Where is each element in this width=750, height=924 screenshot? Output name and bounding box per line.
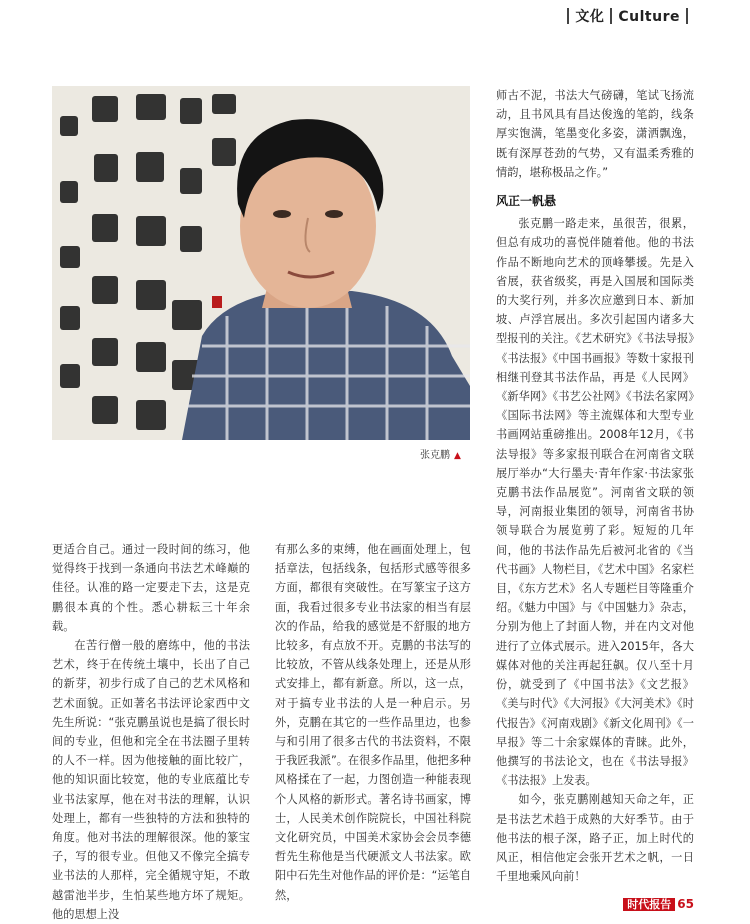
paragraph: 如今，张克鹏刚越知天命之年，正是书法艺术趋于成熟的大好季节。由于他书法的根子深，路子正，加上时代的风正，相信他定会张开艺术之帆，一日千里地乘风向前！ <box>496 793 694 884</box>
page-number: 65 <box>677 897 694 911</box>
paragraph: 有那么多的束缚，他在画面处理上，包括章法，包括线条，包括形式感等很多方面，都很有突破性。在写篆宝子这方面，我看过很多专业书法家的相当有层次的作品，给我的感觉是不舒服的地方比较多，有点放不开。克鹏的书法写的比较放，不管从线条处理上，还是从形式安排上，都有新意。所以，这一点，对于搞专业书法的人是一种启示。另外，克鹏在其它的一些作品里边，也参与和引用了很多古代的书法资料，不限于我匠我派”。在很多作品里，他把多种风格揉在了一起，力图创造一种能表现个人风格的新形式。著名诗书画家，博士，人民美术创作院院长，中国社科院文化研究员，中国美术家协会会员李德哲先生称他是当代硬派文人书法家。欧阳中石先生对他作品的评价是：“运笔自然， <box>275 543 471 902</box>
text-column-2 <box>275 540 471 905</box>
paragraph: 在苦行僧一般的磨练中，他的书法艺术，终于在传统土壤中，长出了自己的新芽，初步行成了自己的艺术风格和艺术面貌。正如著名书法评论家西中文先生所说：“张克鹏虽说也是搞了很长时间的专业，但他和完全在书法圈子里转的人不一样。因为他接触的面比较广，他的知识面比较宽，他的专业底蕴比专业书法家厚，他在对书法的理解，认识处理上，都有一些独特的方法和独特的角度。他对书法的理解很深。他的篆宝子，写的很专业。但他又不像完全搞专业书法的人那样，完全循规守矩，不敢越雷池半步，生怕某些地方坏了规矩。他的思想上没 <box>52 639 250 921</box>
text-column-1 <box>52 540 250 924</box>
paragraph: 张克鹏一路走来，虽很苦，很累，但总有成功的喜悦伴随着他。他的书法作品不断地向艺术的顶峰攀援。先是入省展，获省级奖，再是入国展和国际类的大奖行列，并多次应邀到日本、新加坡、卢浮宫展出。多次引起国内诸多大型报刊的关注。《艺术研究》《书法导报》《书法报》《中国书画报》等数十家报刊相继刊登其书法作品，再是《人民网》《新华网》《书艺公社网》《书法名家网》《国际书法网》等主流媒体和大型专业书画网站重磅推出。2008年12月，《书法导报》等多家报刊联合在河南省文联展厅举办“大行墨夫·青年作家·书法家张克鹏书法作品展览”。河南省文联的领导，河南报业集团的领导，河南省书协领导联合为展览剪了彩。短短的几年间，他的书法作品先后被河北省的《当代书画》人物栏目，《艺术中国》名家栏目，《东方艺术》名人专题栏目等隆重介绍。《魅力中国》与《中国魅力》杂志，分别为他上了封面人物，并在内文对他进行了立体式展示。进入2015年，各大媒体对他的关注再起狂飙。仅八至十月份，就受到了《中国书法》《文艺报》《美与时代》《大河报》《大河美术》《时代报告》《河南戏剧》《新文化周刊》《一早报》等二十余家媒体的青睐。此外，他撰写的书法论文，也在《书法导报》《书法报》上发表。 <box>496 217 694 788</box>
paragraph: 师古不泥，书法大气磅礴，笔试飞扬流动，且书风具有昌达俊逸的笔韵，线条厚实饱满，笔墨变化多姿，潇洒飘逸，既有深厚苍劲的气势，又有温柔秀雅的情韵，堪称极品之作。” <box>496 89 694 179</box>
caption-text: 张克鹏 <box>420 450 450 461</box>
header-divider <box>567 8 569 24</box>
page-footer <box>623 896 694 912</box>
section-heading: 风正一帆悬 <box>496 194 557 209</box>
header-divider <box>686 8 688 24</box>
portrait-illustration <box>52 86 470 440</box>
section-title-cn: 文化 <box>575 9 605 25</box>
header-divider <box>610 8 612 24</box>
paragraph: 更适合自己。通过一段时间的练习，他觉得终于找到一条通向书法艺术峰巅的佳径。认准的路一定要走下去，这是克鹏很本真的个性。悉心耕耘三十年余载。 <box>52 543 250 633</box>
photo-caption <box>420 446 461 461</box>
section-header <box>561 6 694 26</box>
section-title-en: Culture <box>618 9 680 25</box>
magazine-brand: 时代报告 <box>623 898 675 911</box>
portrait-photo <box>52 86 470 440</box>
text-column-3 <box>496 86 694 886</box>
triangle-marker-icon: ▲ <box>454 451 461 461</box>
